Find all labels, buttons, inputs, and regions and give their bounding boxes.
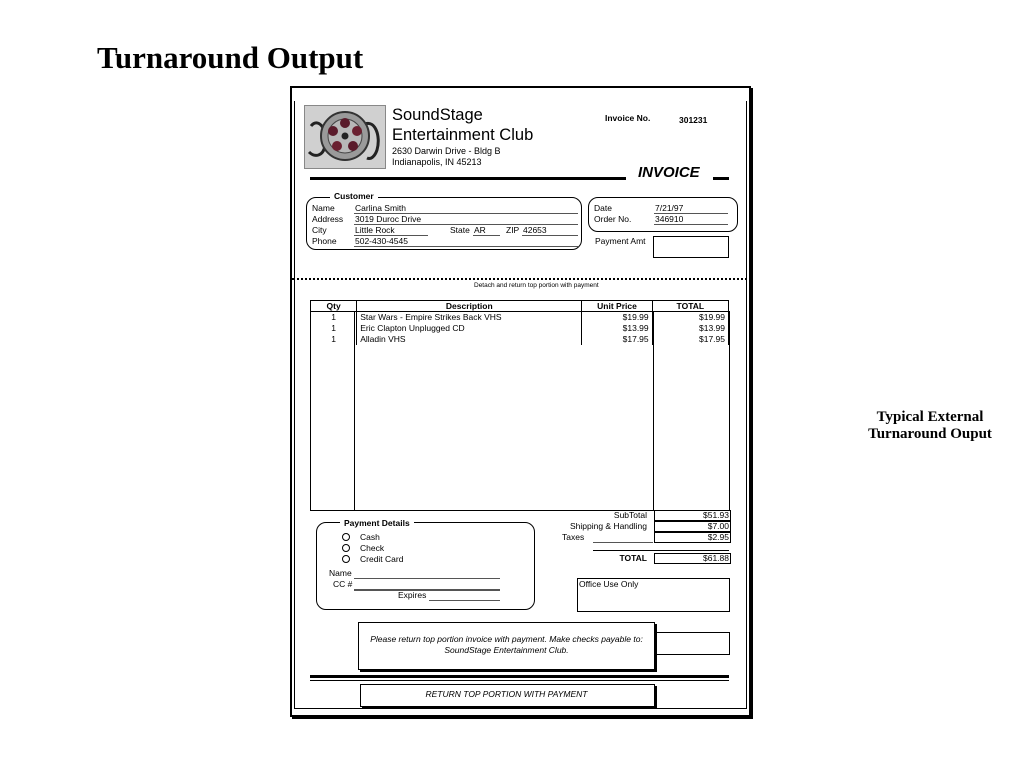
taxes-label: Taxes bbox=[562, 532, 585, 542]
customer-zip-label: ZIP bbox=[506, 225, 520, 235]
customer-zip-value: 42653 bbox=[523, 225, 547, 235]
items-col-divider-1 bbox=[354, 311, 355, 510]
customer-phone-value: 502-430-4545 bbox=[355, 236, 408, 246]
customer-name-value: Carlina Smith bbox=[355, 203, 407, 213]
cash-radio[interactable] bbox=[342, 533, 350, 541]
enclosed-amount-box[interactable] bbox=[654, 632, 730, 655]
order-date-line bbox=[654, 203, 728, 214]
row-qty: 1 bbox=[311, 323, 357, 334]
order-number-value: 346910 bbox=[655, 214, 684, 224]
cardholder-name-field[interactable] bbox=[354, 568, 500, 579]
order-number-label: Order No. bbox=[594, 214, 632, 224]
customer-city-label: City bbox=[312, 225, 327, 235]
customer-name-line bbox=[354, 203, 578, 214]
total-rule bbox=[593, 550, 729, 551]
header-unit-price: Unit Price bbox=[582, 301, 652, 312]
header-description: Description bbox=[357, 301, 582, 312]
notice-text bbox=[360, 634, 653, 656]
row-total: $17.95 bbox=[652, 334, 728, 345]
bottom-rule-thick bbox=[310, 675, 729, 678]
detach-line bbox=[292, 278, 747, 280]
return-top-portion-label: RETURN TOP PORTION WITH PAYMENT bbox=[425, 689, 588, 699]
invoice-heading: INVOICE bbox=[638, 164, 700, 181]
items-col-divider-3 bbox=[653, 311, 654, 510]
items-table-body-frame bbox=[310, 311, 730, 511]
customer-phone-line bbox=[354, 236, 578, 247]
taxes-line bbox=[593, 542, 653, 543]
customer-phone-label: Phone bbox=[312, 236, 337, 246]
office-use-label: Office Use Only bbox=[579, 579, 639, 589]
customer-city-line bbox=[354, 225, 428, 236]
company-name bbox=[392, 105, 533, 145]
invoice-number-value: 301231 bbox=[679, 115, 708, 125]
cc-number-label: CC # bbox=[333, 579, 353, 589]
payment-amt-label: Payment Amt bbox=[595, 236, 646, 246]
company-name-line-1: SoundStage bbox=[392, 106, 483, 124]
cc-number-field[interactable] bbox=[354, 579, 500, 590]
slide-caption bbox=[838, 409, 1022, 443]
payment-amt-field[interactable] bbox=[653, 236, 729, 258]
credit-card-label: Credit Card bbox=[360, 554, 404, 564]
taxes-value: $2.95 bbox=[654, 532, 731, 543]
header-rule-left bbox=[310, 177, 626, 180]
customer-state-line bbox=[473, 225, 500, 236]
check-radio[interactable] bbox=[342, 544, 350, 552]
grand-total-value: $61.88 bbox=[654, 553, 731, 564]
row-unit-price: $17.95 bbox=[582, 334, 652, 345]
customer-zip-line bbox=[522, 225, 578, 236]
subtotal-label: SubTotal bbox=[613, 510, 647, 520]
caption-line-1: Typical External bbox=[876, 409, 984, 425]
expires-label: Expires bbox=[398, 590, 427, 600]
customer-group-label: Customer bbox=[330, 191, 378, 201]
company-address-2: Indianapolis, IN 45213 bbox=[392, 157, 482, 167]
row-total: $19.99 bbox=[652, 312, 728, 324]
notice-line-2: SoundStage Entertainment Club. bbox=[444, 645, 569, 655]
row-unit-price: $13.99 bbox=[582, 323, 652, 334]
row-unit-price: $19.99 bbox=[582, 312, 652, 324]
customer-name-label: Name bbox=[312, 203, 335, 213]
row-description: Alladin VHS bbox=[357, 334, 582, 345]
header-rule-right bbox=[713, 177, 729, 180]
customer-address-value: 3019 Duroc Drive bbox=[355, 214, 422, 224]
cardholder-name-label: Name bbox=[329, 568, 352, 578]
row-qty: 1 bbox=[311, 334, 357, 345]
check-label: Check bbox=[360, 543, 385, 553]
row-total: $13.99 bbox=[652, 323, 728, 334]
customer-city-value: Little Rock bbox=[355, 225, 395, 235]
subtotal-value: $51.93 bbox=[654, 510, 731, 521]
slide-title: Turnaround Output bbox=[97, 40, 364, 75]
order-date-value: 7/21/97 bbox=[655, 203, 684, 213]
row-description: Star Wars - Empire Strikes Back VHS bbox=[357, 312, 582, 324]
customer-address-label: Address bbox=[312, 214, 344, 224]
row-qty: 1 bbox=[311, 312, 357, 324]
order-number-line bbox=[654, 214, 728, 225]
header-qty: Qty bbox=[311, 301, 357, 312]
customer-state-label: State bbox=[450, 225, 470, 235]
company-address-1: 2630 Darwin Drive - Bldg B bbox=[392, 146, 501, 156]
order-date-label: Date bbox=[594, 203, 612, 213]
shipping-label: Shipping & Handling bbox=[569, 521, 647, 531]
shipping-value: $7.00 bbox=[654, 521, 731, 532]
expires-field[interactable] bbox=[429, 590, 500, 601]
notice-line-1: Please return top portion invoice with payment. Make checks payable to: bbox=[370, 634, 643, 644]
row-description: Eric Clapton Unplugged CD bbox=[357, 323, 582, 334]
items-header-row bbox=[311, 301, 729, 312]
customer-address-line bbox=[354, 214, 578, 225]
detach-text: Detach and return top portion with payment bbox=[474, 282, 599, 289]
cash-label: Cash bbox=[360, 532, 380, 542]
caption-line-2: Turnaround Ouput bbox=[868, 426, 992, 442]
invoice-number-label: Invoice No. bbox=[605, 113, 651, 123]
film-reel-icon bbox=[304, 105, 386, 169]
header-total: TOTAL bbox=[652, 301, 728, 312]
bottom-rule-thin bbox=[310, 680, 729, 681]
customer-state-value: AR bbox=[474, 225, 486, 235]
credit-card-radio[interactable] bbox=[342, 555, 350, 563]
company-name-line-2: Entertainment Club bbox=[392, 126, 534, 144]
grand-total-label: TOTAL bbox=[619, 553, 647, 563]
payment-details-label: Payment Details bbox=[340, 518, 414, 528]
